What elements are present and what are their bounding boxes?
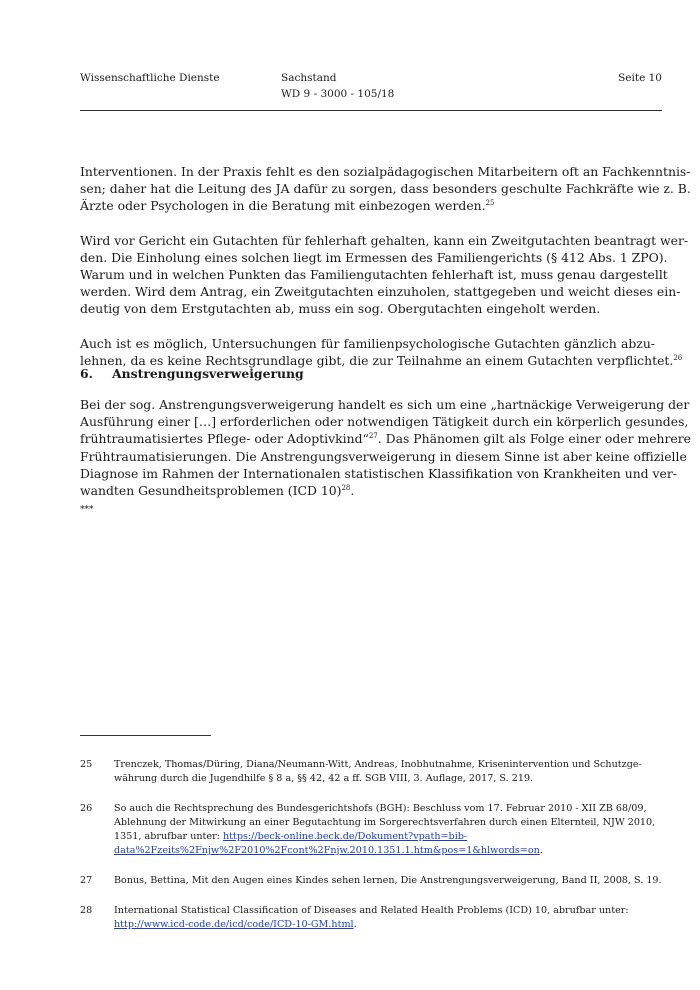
footnote-ref-27[interactable]: 27 (368, 432, 378, 441)
paragraph-line: werden. Wird dem Antrag, ein Zweitgutachten einzuholen, stattgegeben und weicht dieses ein- (80, 284, 681, 300)
footnote-number: 28 (80, 905, 93, 916)
footnote-number: 27 (80, 875, 93, 886)
header-document-info (281, 70, 394, 102)
footnotes (80, 758, 662, 948)
section-title: Anstrengungsverweigerung (112, 366, 304, 381)
footnote-text: International Statistical Classification of Diseases and Related Health Problems (ICD) 10, abrufbar unter: (114, 905, 629, 916)
paragraph-line: sen; daher hat die Leitung des JA dafür zu sorgen, dass besonders geschulte Fachkräfte wie z. B. (80, 181, 691, 197)
section-separator: *** (80, 505, 94, 515)
body-text-section (80, 396, 692, 499)
paragraph-line: Ausführung einer […] erforderlichen oder notwendigen Tätigkeit durch ein körperlich gesundes, (80, 414, 689, 430)
footnote-ref-26[interactable]: 26 (673, 353, 683, 362)
footnote-text: Trenczek, Thomas/Düring, Diana/Neumann-Witt, Andreas, Inobhutnahme, Krisenintervention und Schutzge-währung durch die Jugendhilfe § 8 a, §§ 42, 42 a ff. SGB VIII, 3. Auflage, 2017, S. 219. (114, 759, 642, 784)
header-doc-type: Sachstand (281, 72, 337, 84)
section-heading (80, 366, 304, 381)
paragraph-line: Auch ist es möglich, Untersuchungen für familienpsychologische Gutachten gänzlich abzu- (80, 335, 655, 351)
footnote-27 (80, 874, 662, 888)
footnote-link-icd-code[interactable]: http://www.icd-code.de/icd/code/ICD-10-GM.html (114, 919, 354, 930)
page-number: Seite 10 (618, 72, 662, 84)
paragraph-line: lehnen, da es keine Rechtsgrundlage gibt, die zur Teilnahme an einem Gutachten verpflichtet.$^{26}$ (80, 352, 683, 368)
footnote-ref-25[interactable]: 25 (485, 199, 495, 208)
footnote-ref-28[interactable]: 28 (341, 484, 351, 493)
header-doc-number: WD 9 - 3000 - 105/18 (281, 88, 395, 100)
footnote-link-beck-online[interactable]: https://beck-online.beck.de/Dokument?vpath=bib-data%2Fzeits%2Fnjw%2F2010%2Fcont%2Fnjw.2010.1351.1.htm&pos=1&hlwords=on (114, 831, 540, 856)
paragraph-line: Diagnose im Rahmen der Internationalen statistischen Klassifikation von Krankheiten und ver- (80, 465, 677, 481)
footnote-text: Bonus, Bettina, Mit den Augen eines Kindes sehen lernen, Die Anstrengungsverweigerung, Band II, 2008, S. 19. (114, 875, 662, 886)
header-institution: Wissenschaftliche Dienste (80, 72, 220, 84)
paragraph-line: frühtraumatisiertes Pflege- oder Adoptivkind“$^{27}$. Das Phänomen gilt als Folge einer oder mehrere (80, 431, 692, 447)
page-header (80, 70, 662, 112)
paragraph-anstrengungsverweigerung (80, 396, 692, 499)
section-number: 6. (80, 366, 93, 381)
footnote-rule (80, 735, 211, 736)
paragraph-line: Ärzte oder Psychologen in die Beratung mit einbezogen werden.$^{25}$ (80, 198, 495, 214)
footnote-number: 25 (80, 759, 93, 770)
paragraph-line: Bei der sog. Anstrengungsverweigerung handelt es sich um eine „hartnäckige Verweigerung der (80, 397, 690, 412)
footnote-text: So auch die Rechtsprechung des Bundesgerichtshofs (BGH): Beschluss vom 17. Februar 2010 - XII ZB 68/09, Ablehnung der Mitwirkung an einer Begutachtung im Sorgerechtsverfahren durch einen Elternteil, NJW 2010, 1351, abrufbar unter: (114, 803, 656, 842)
footnote-28: 28 International Statistical Classification of Diseases and Related Health Problems (ICD) 10, abrufbar unter: http://www.icd-code.de/icd/code/ICD-10-GM.html. (80, 905, 629, 930)
body-text-top (80, 163, 691, 369)
paragraph-line: den. Die Einholung eines solchen liegt im Ermessen des Familiengerichts (§ 412 Abs. 1 ZPO). (80, 249, 668, 265)
footnote-26: 26 So auch die Rechtsprechung des Bundesgerichtshofs (BGH): Beschluss vom 17. Februar 2010 - XII ZB 68/09, Ablehnung der Mitwirkung an einer Begutachtung im Sorgerechtsverfahren durch einen Elternteil, NJW 2010, 1351, abrufbar unter: https://beck-online.beck.de/Dokument?vpath=bib-data%2Fzeits%2Fnjw%2F2010%2Fcont%2Fnjw.2010.1351.1.htm&pos=1&hlwords=on. (80, 803, 656, 856)
paragraph-ablehnung (80, 335, 683, 369)
paragraph-interventionen (80, 163, 691, 215)
paragraph-line: Interventionen. In der Praxis fehlt es den sozialpädagogischen Mitarbeitern oft an Fachkenntnis- (80, 164, 691, 179)
footnote-25 (80, 758, 662, 786)
paragraph-line: Frühtraumatisierungen. Die Anstrengungsverweigerung in diesem Sinne ist aber keine offizielle (80, 448, 687, 464)
footnote-number: 26 (80, 803, 93, 814)
paragraph-line: deutig von dem Erstgutachten ab, muss ein sog. Obergutachten eingeholt werden. (80, 301, 601, 317)
paragraph-line: Wird vor Gericht ein Gutachten für fehlerhaft gehalten, kann ein Zweitgutachten beantragt wer- (80, 232, 689, 248)
paragraph-line: Warum und in welchen Punkten das Familiengutachten fehlerhaft ist, muss genau dargestellt (80, 267, 668, 283)
header-rule (80, 110, 662, 111)
paragraph-line: wandten Gesundheitsproblemen (ICD 10)$^{28}$. (80, 483, 355, 499)
paragraph-zweitgutachten (80, 232, 689, 318)
